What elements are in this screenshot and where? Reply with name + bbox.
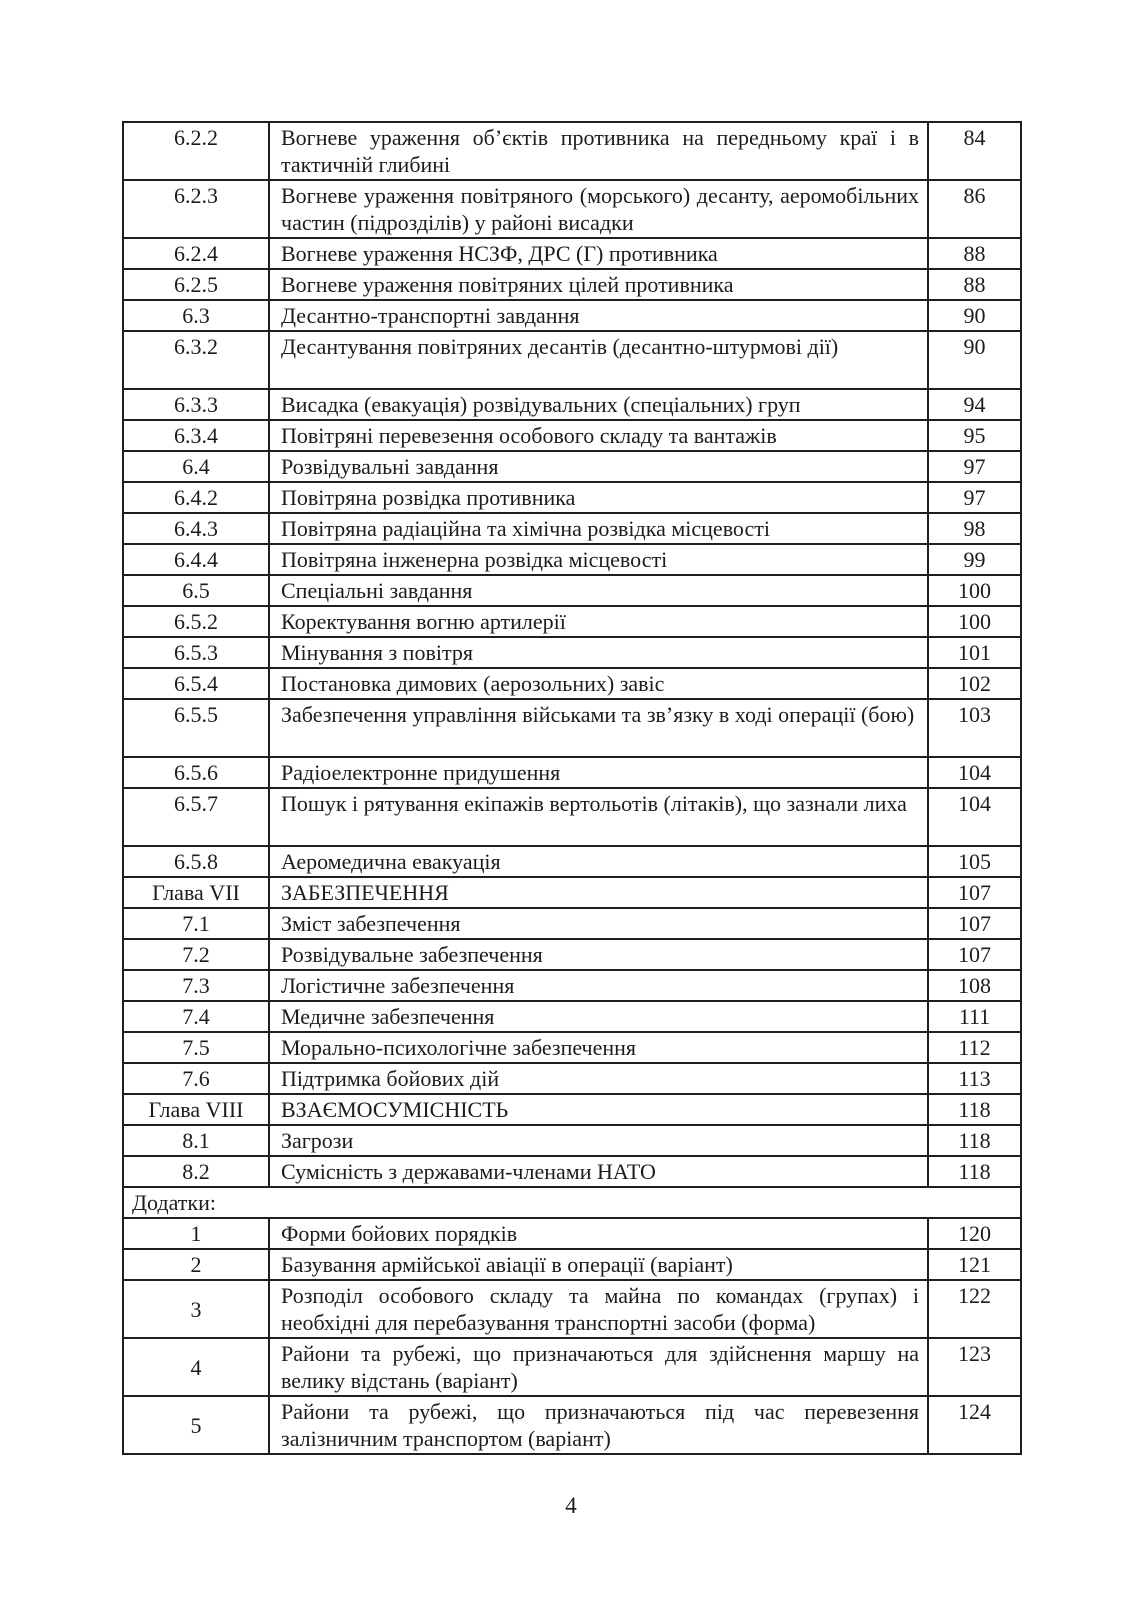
toc-row — [123, 1156, 1021, 1187]
toc-row — [123, 788, 1021, 846]
toc-entry-title: Базування армійської авіації в операції (варіант) — [269, 1249, 928, 1280]
toc-entry-page: 104 — [928, 788, 1021, 846]
toc-entry-title: Райони та рубежі, що призначаються під час перевезення залізничним транспортом (варіант) — [269, 1396, 928, 1454]
toc-entry-number: 6.3.2 — [123, 331, 269, 389]
toc-row — [123, 939, 1021, 970]
toc-entry-number: 6.2.4 — [123, 238, 269, 269]
toc-entry-page: 107 — [928, 908, 1021, 939]
toc-row — [123, 122, 1021, 180]
toc-entry-number: 7.2 — [123, 939, 269, 970]
toc-entry-page: 111 — [928, 1001, 1021, 1032]
toc-entry-number: 7.1 — [123, 908, 269, 939]
toc-row — [123, 1396, 1021, 1454]
toc-entry-page: 118 — [928, 1094, 1021, 1125]
toc-row — [123, 269, 1021, 300]
toc-entry-page: 107 — [928, 877, 1021, 908]
toc-entry-page: 100 — [928, 606, 1021, 637]
toc-entry-page: 108 — [928, 970, 1021, 1001]
toc-row — [123, 389, 1021, 420]
toc-row — [123, 575, 1021, 606]
toc-entry-number: 7.3 — [123, 970, 269, 1001]
toc-entry-page: 88 — [928, 238, 1021, 269]
toc-entry-page: 120 — [928, 1218, 1021, 1249]
toc-entry-title: Медичне забезпечення — [269, 1001, 928, 1032]
toc-entry-title: Повітряні перевезення особового складу та вантажів — [269, 420, 928, 451]
toc-row — [123, 908, 1021, 939]
toc-entry-number: 5 — [123, 1396, 269, 1454]
toc-entry-number: 7.5 — [123, 1032, 269, 1063]
toc-entry-title: Десантування повітряних десантів (десантно-штурмові дії) — [269, 331, 928, 389]
toc-entry-page: 100 — [928, 575, 1021, 606]
toc-row — [123, 238, 1021, 269]
toc-entry-page: 99 — [928, 544, 1021, 575]
toc-entry-page: 112 — [928, 1032, 1021, 1063]
toc-entry-title: Спеціальні завдання — [269, 575, 928, 606]
toc-row — [123, 1280, 1021, 1338]
toc-entry-page: 123 — [928, 1338, 1021, 1396]
toc-entry-number: 6.4.4 — [123, 544, 269, 575]
toc-entry-number: 6.2.5 — [123, 269, 269, 300]
toc-entry-page: 118 — [928, 1125, 1021, 1156]
toc-entry-number: 6.4.2 — [123, 482, 269, 513]
toc-entry-number: 6.3.3 — [123, 389, 269, 420]
toc-entry-title: Радіоелектронне придушення — [269, 757, 928, 788]
toc-entry-page: 101 — [928, 637, 1021, 668]
toc-row — [123, 180, 1021, 238]
toc-body — [123, 122, 1021, 1454]
toc-entry-title: ЗАБЕЗПЕЧЕННЯ — [269, 877, 928, 908]
toc-entry-page: 107 — [928, 939, 1021, 970]
toc-entry-title: Форми бойових порядків — [269, 1218, 928, 1249]
toc-row — [123, 877, 1021, 908]
toc-entry-number: 6.5.4 — [123, 668, 269, 699]
toc-entry-number: 1 — [123, 1218, 269, 1249]
toc-entry-title: Висадка (евакуація) розвідувальних (спеціальних) груп — [269, 389, 928, 420]
toc-entry-number: 6.5.2 — [123, 606, 269, 637]
toc-entry-title: Повітряна розвідка противника — [269, 482, 928, 513]
toc-entry-title: Розподіл особового складу та майна по командах (групах) і необхідні для перебазування транспортні засоби (форма) — [269, 1280, 928, 1338]
toc-entry-number: 6.2.2 — [123, 122, 269, 180]
toc-row — [123, 668, 1021, 699]
toc-row — [123, 637, 1021, 668]
toc-entry-number: 6.5.3 — [123, 637, 269, 668]
toc-entry-number: 2 — [123, 1249, 269, 1280]
toc-entry-page: 124 — [928, 1396, 1021, 1454]
toc-entry-number: Глава VII — [123, 877, 269, 908]
toc-entry-page: 94 — [928, 389, 1021, 420]
toc-entry-number: 8.1 — [123, 1125, 269, 1156]
toc-entry-title: Десантно-транспортні завдання — [269, 300, 928, 331]
toc-row — [123, 757, 1021, 788]
footer-page-number: 4 — [565, 1493, 577, 1518]
toc-entry-page: 105 — [928, 846, 1021, 877]
toc-entry-title: Підтримка бойових дій — [269, 1063, 928, 1094]
toc-row — [123, 513, 1021, 544]
toc-entry-number: 6.3 — [123, 300, 269, 331]
toc-entry-number: 6.2.3 — [123, 180, 269, 238]
toc-table — [122, 121, 1022, 1455]
toc-entry-page: 121 — [928, 1249, 1021, 1280]
toc-entry-number: Глава VIII — [123, 1094, 269, 1125]
toc-entry-title: Розвідувальні завдання — [269, 451, 928, 482]
toc-entry-page: 97 — [928, 482, 1021, 513]
toc-entry-number: 7.4 — [123, 1001, 269, 1032]
toc-entry-page: 103 — [928, 699, 1021, 757]
toc-entry-title: Пошук і рятування екіпажів вертольотів (літаків), що зазнали лиха — [269, 788, 928, 846]
toc-entry-title: Райони та рубежі, що призначаються для здійснення маршу на велику відстань (варіант) — [269, 1338, 928, 1396]
toc-entry-number: 4 — [123, 1338, 269, 1396]
toc-row — [123, 420, 1021, 451]
toc-entry-page: 88 — [928, 269, 1021, 300]
toc-entry-title: Морально-психологічне забезпечення — [269, 1032, 928, 1063]
toc-row — [123, 846, 1021, 877]
toc-row — [123, 331, 1021, 389]
toc-entry-page: 95 — [928, 420, 1021, 451]
toc-row — [123, 1125, 1021, 1156]
toc-row — [123, 1094, 1021, 1125]
toc-entry-number: 3 — [123, 1280, 269, 1338]
toc-entry-title: Вогневе ураження НСЗФ, ДРС (Г) противника — [269, 238, 928, 269]
toc-entry-title: Вогневе ураження повітряного (морського) десанту, аеромобільних частин (підрозділів) у районі висадки — [269, 180, 928, 238]
toc-row — [123, 699, 1021, 757]
toc-entry-page: 122 — [928, 1280, 1021, 1338]
toc-entry-number: 7.6 — [123, 1063, 269, 1094]
toc-entry-page: 90 — [928, 331, 1021, 389]
toc-entry-title: Повітряна інженерна розвідка місцевості — [269, 544, 928, 575]
toc-entry-page: 90 — [928, 300, 1021, 331]
toc-row — [123, 1032, 1021, 1063]
toc-row — [123, 1001, 1021, 1032]
toc-entry-page: 104 — [928, 757, 1021, 788]
toc-row — [123, 1338, 1021, 1396]
toc-entry-page: 118 — [928, 1156, 1021, 1187]
toc-entry-title: Коректування вогню артилерії — [269, 606, 928, 637]
toc-entry-number: 6.4.3 — [123, 513, 269, 544]
toc-row — [123, 606, 1021, 637]
toc-entry-title: Загрози — [269, 1125, 928, 1156]
toc-entry-number: 6.4 — [123, 451, 269, 482]
toc-entry-title: Вогневе ураження об’єктів противника на передньому краї і в тактичній глибині — [269, 122, 928, 180]
toc-entry-title: Повітряна радіаційна та хімічна розвідка місцевості — [269, 513, 928, 544]
toc-row — [123, 451, 1021, 482]
toc-entry-number: 6.5.6 — [123, 757, 269, 788]
toc-row — [123, 300, 1021, 331]
toc-entry-page: 86 — [928, 180, 1021, 238]
toc-entry-page: 102 — [928, 668, 1021, 699]
toc-entry-title: Аеромедична евакуація — [269, 846, 928, 877]
toc-entry-title: Вогневе ураження повітряних цілей противника — [269, 269, 928, 300]
toc-row — [123, 1249, 1021, 1280]
toc-row — [123, 970, 1021, 1001]
toc-row — [123, 1063, 1021, 1094]
toc-entry-title: Мінування з повітря — [269, 637, 928, 668]
toc-entry-page: 98 — [928, 513, 1021, 544]
toc-entry-title: Забезпечення управління військами та зв’язку в ході операції (бою) — [269, 699, 928, 757]
toc-entry-number: 6.3.4 — [123, 420, 269, 451]
toc-row — [123, 1218, 1021, 1249]
toc-section-row — [123, 1187, 1021, 1218]
toc-entry-number: 6.5.8 — [123, 846, 269, 877]
toc-entry-title: Сумісність з державами-членами НАТО — [269, 1156, 928, 1187]
toc-entry-title: Постановка димових (аерозольних) завіс — [269, 668, 928, 699]
toc-entry-page: 113 — [928, 1063, 1021, 1094]
toc-entry-title: Розвідувальне забезпечення — [269, 939, 928, 970]
toc-entry-number: 6.5.7 — [123, 788, 269, 846]
toc-entry-number: 6.5.5 — [123, 699, 269, 757]
toc-section-label: Додатки: — [123, 1187, 1021, 1218]
toc-entry-page: 97 — [928, 451, 1021, 482]
toc-entry-title: ВЗАЄМОСУМІСНІСТЬ — [269, 1094, 928, 1125]
toc-entry-page: 84 — [928, 122, 1021, 180]
toc-entry-title: Зміст забезпечення — [269, 908, 928, 939]
toc-entry-title: Логістичне забезпечення — [269, 970, 928, 1001]
toc-row — [123, 544, 1021, 575]
toc-row — [123, 482, 1021, 513]
toc-entry-number: 8.2 — [123, 1156, 269, 1187]
toc-entry-number: 6.5 — [123, 575, 269, 606]
